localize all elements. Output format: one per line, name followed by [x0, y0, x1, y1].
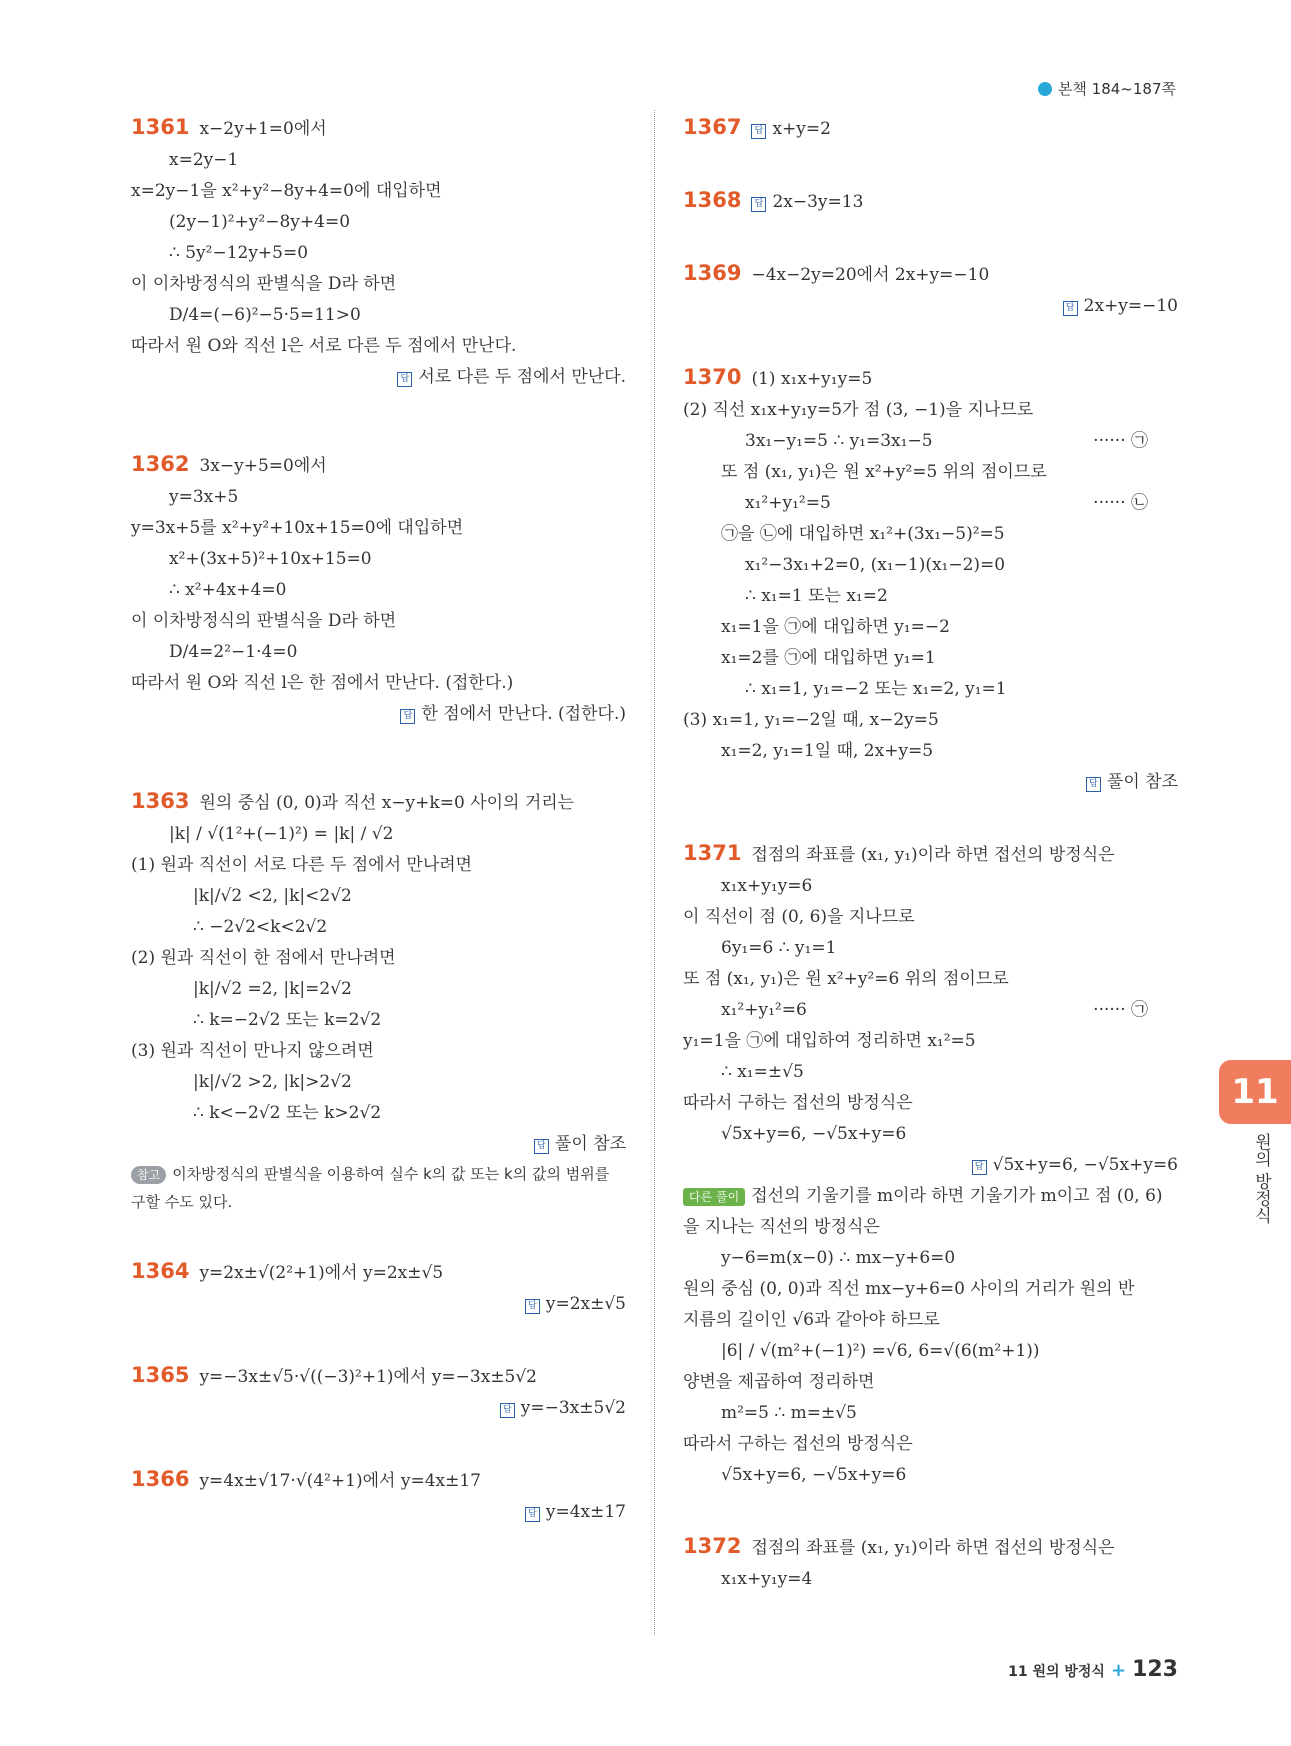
answer-text: 풀이 참조	[1106, 772, 1178, 792]
solution-line: ∴ x₁=1, y₁=−2 또는 x₁=2, y₁=1	[745, 679, 1007, 699]
answer-icon: 답	[500, 1403, 515, 1418]
note	[131, 1160, 626, 1216]
problem-1371	[683, 838, 1178, 1491]
footer-plus-icon: +	[1110, 1660, 1127, 1681]
solution-line: |k| / √(1²+(−1)²) = |k| / √2	[169, 824, 394, 844]
solution-line: 원의 중심 (0, 0)과 직선 mx−y+6=0 사이의 거리가 원의 반	[683, 1279, 1135, 1299]
solution-line: 3x−y+5=0에서	[199, 456, 327, 476]
solution-line: 따라서 구하는 접선의 방정식은	[683, 1093, 913, 1113]
problem-1369	[683, 258, 1178, 322]
footer-chapter: 11 원의 방정식	[1008, 1664, 1105, 1680]
answer-text: 2x+y=−10	[1083, 296, 1178, 316]
solution-line: (2y−1)²+y²−8y+4=0	[169, 212, 351, 232]
solution-line: (1) x₁x+y₁y=5	[751, 369, 873, 389]
answer	[131, 362, 626, 393]
solution-line: √5x+y=6, −√5x+y=6	[721, 1124, 907, 1144]
solution-line: 3x₁−y₁=5 ∴ y₁=3x₁−5	[745, 431, 933, 451]
equation-marker: ······ ㉠	[1093, 431, 1148, 451]
problem-1362	[131, 449, 626, 730]
solution-line: (2) 직선 x₁x+y₁y=5가 점 (3, −1)을 지나므로	[683, 400, 1034, 420]
solution-line: 또 점 (x₁, y₁)은 원 x²+y²=6 위의 점이므로	[683, 969, 1009, 989]
solution-line: x₁x+y₁y=4	[721, 1569, 813, 1589]
solution-line: x₁=2, y₁=1일 때, 2x+y=5	[721, 741, 934, 761]
problem-number: 1363	[131, 789, 190, 813]
solution-line: x=2y−1	[169, 150, 239, 170]
solution-line: x²+(3x+5)²+10x+15=0	[169, 549, 372, 569]
solution-line: 접점의 좌표를 (x₁, y₁)이라 하면 접선의 방정식은	[751, 845, 1115, 865]
problem-1370	[683, 362, 1178, 798]
solution-line: √5x+y=6, −√5x+y=6	[721, 1465, 907, 1485]
answer-text: 2x−3y=13	[772, 192, 864, 212]
solution-line: 따라서 원 O와 직선 l은 서로 다른 두 점에서 만난다.	[131, 336, 517, 356]
note-text: 이차방정식의 판별식을 이용하여 실수 k의 값 또는 k의 값의 범위를 구할 수도 있다.	[131, 1165, 610, 1211]
solution-line: D/4=(−6)²−5·5=11>0	[169, 305, 361, 325]
problem-number: 1365	[131, 1363, 190, 1387]
answer-icon: 답	[972, 1160, 987, 1175]
solution-line: ∴ x₁=±√5	[721, 1062, 804, 1082]
problem-1361	[131, 112, 626, 393]
solution-line: (3) x₁=1, y₁=−2일 때, x−2y=5	[683, 710, 939, 730]
alt-solution-badge: 다른 풀이	[683, 1188, 745, 1206]
left-column	[131, 112, 626, 1528]
solution-line: |k|/√2 <2, |k|<2√2	[193, 886, 352, 906]
equation-marker: ······ ㉠	[1093, 1000, 1148, 1020]
answer	[131, 1289, 626, 1320]
problem-number: 1361	[131, 115, 190, 139]
solution-line: (2) 원과 직선이 한 점에서 만나려면	[131, 948, 396, 968]
answer-icon: 답	[1063, 301, 1078, 316]
solution-line: x₁²+y₁²=6	[721, 1000, 807, 1020]
answer-icon: 답	[1086, 777, 1101, 792]
solution-line: 양변을 제곱하여 정리하면	[683, 1372, 875, 1392]
problem-1364	[131, 1256, 626, 1320]
solution-line: m²=5 ∴ m=±√5	[721, 1403, 857, 1423]
solution-line: y−6=m(x−0) ∴ mx−y+6=0	[721, 1248, 956, 1268]
answer-text: y=2x±√5	[545, 1294, 626, 1314]
solution-line: 이 이차방정식의 판별식을 D라 하면	[131, 611, 397, 631]
problem-1367	[683, 112, 1178, 145]
solution-line: 접선의 기울기를 m이라 하면 기울기가 m이고 점 (0, 6)	[751, 1186, 1163, 1206]
chapter-tab: 11	[1219, 1060, 1291, 1124]
solution-line: ∴ −2√2<k<2√2	[193, 917, 328, 937]
answer-text: 풀이 참조	[554, 1134, 626, 1154]
answer-icon: 답	[525, 1507, 540, 1522]
chapter-tab-title: 원의 방정식	[1251, 1133, 1271, 1224]
answer-text: x+y=2	[772, 119, 831, 139]
solution-line: ∴ k<−2√2 또는 k>2√2	[193, 1103, 382, 1123]
solution-line: 이 직선이 점 (0, 6)을 지나므로	[683, 907, 915, 927]
solution-line: 따라서 원 O와 직선 l은 한 점에서 만난다. (접한다.)	[131, 673, 514, 693]
problem-1372	[683, 1531, 1178, 1595]
problem-number: 1366	[131, 1467, 190, 1491]
solution-line: 이 이차방정식의 판별식을 D라 하면	[131, 274, 397, 294]
solution-line: y₁=1을 ㉠에 대입하여 정리하면 x₁²=5	[683, 1031, 976, 1051]
solution-line: −4x−2y=20에서 2x+y=−10	[751, 265, 990, 285]
problem-number: 1371	[683, 841, 742, 865]
right-column	[683, 112, 1178, 1595]
problem-1368	[683, 185, 1178, 218]
note-badge: 참고	[131, 1166, 166, 1184]
solution-line: 원의 중심 (0, 0)과 직선 x−y+k=0 사이의 거리는	[199, 793, 575, 813]
solution-line: x₁=2를 ㉠에 대입하면 y₁=1	[721, 648, 936, 668]
solution-line: x₁²−3x₁+2=0, (x₁−1)(x₁−2)=0	[745, 555, 1006, 575]
solution-line: 지름의 길이인 √6과 같아야 하므로	[683, 1310, 940, 1330]
solution-line: x=2y−1을 x²+y²−8y+4=0에 대입하면	[131, 181, 442, 201]
solution-line: ∴ 5y²−12y+5=0	[169, 243, 309, 263]
problem-number: 1362	[131, 452, 190, 476]
answer	[131, 1497, 626, 1528]
solution-line: 또 점 (x₁, y₁)은 원 x²+y²=5 위의 점이므로	[721, 462, 1047, 482]
answer	[131, 699, 626, 730]
solution-line: D/4=2²−1·4=0	[169, 642, 298, 662]
reference-dot-icon	[1038, 82, 1052, 96]
solution-line: |k|/√2 >2, |k|>2√2	[193, 1072, 352, 1092]
problem-1363	[131, 786, 626, 1216]
solution-line: y=3x+5를 x²+y²+10x+15=0에 대입하면	[131, 518, 464, 538]
solution-line: x−2y+1=0에서	[199, 119, 327, 139]
solution-line: x₁²+y₁²=5	[745, 493, 831, 513]
solution-line: y=4x±√17·√(4²+1)에서 y=4x±17	[199, 1471, 481, 1491]
solution-line: |k|/√2 =2, |k|=2√2	[193, 979, 352, 999]
solution-line: x₁=1을 ㉠에 대입하면 y₁=−2	[721, 617, 950, 637]
solution-line: 을 지나는 직선의 방정식은	[683, 1217, 880, 1237]
answer-icon: 답	[400, 709, 415, 724]
problem-1366	[131, 1464, 626, 1528]
problem-number: 1368	[683, 188, 742, 212]
answer	[683, 767, 1178, 798]
problem-number: 1364	[131, 1259, 190, 1283]
answer-text: y=4x±17	[545, 1502, 626, 1522]
answer	[131, 1393, 626, 1424]
solution-line: y=3x+5	[169, 487, 239, 507]
answer-text: 한 점에서 만난다. (접한다.)	[421, 704, 626, 724]
solution-line: ∴ x²+4x+4=0	[169, 580, 287, 600]
answer-text: 서로 다른 두 점에서 만난다.	[418, 367, 626, 387]
solution-line: |6| / √(m²+(−1)²) =√6, 6=√(6(m²+1))	[721, 1341, 1040, 1361]
solution-line: 6y₁=6 ∴ y₁=1	[721, 938, 837, 958]
problem-number: 1370	[683, 365, 742, 389]
answer-icon: 답	[751, 124, 766, 139]
answer	[683, 291, 1178, 322]
answer-icon: 답	[397, 372, 412, 387]
page-number: 123	[1132, 1657, 1178, 1682]
answer-icon: 답	[534, 1139, 549, 1154]
solution-line: y=−3x±√5·√((−3)²+1)에서 y=−3x±5√2	[199, 1367, 537, 1387]
equation-marker: ······ ㉡	[1093, 493, 1148, 513]
solution-line: ∴ x₁=1 또는 x₁=2	[745, 586, 888, 606]
solution-line: 따라서 구하는 접선의 방정식은	[683, 1434, 913, 1454]
answer-text: √5x+y=6, −√5x+y=6	[992, 1155, 1178, 1175]
solution-line: (1) 원과 직선이 서로 다른 두 점에서 만나려면	[131, 855, 473, 875]
answer-icon: 답	[525, 1299, 540, 1314]
solution-line: y=2x±√(2²+1)에서 y=2x±√5	[199, 1263, 444, 1283]
problem-number: 1372	[683, 1534, 742, 1558]
solution-line: ㉠을 ㉡에 대입하면 x₁²+(3x₁−5)²=5	[721, 524, 1005, 544]
solution-line: (3) 원과 직선이 만나지 않으려면	[131, 1041, 374, 1061]
problem-number: 1367	[683, 115, 742, 139]
page-reference	[1038, 78, 1176, 99]
answer	[683, 1150, 1178, 1181]
problem-number: 1369	[683, 261, 742, 285]
page-footer	[1008, 1657, 1178, 1682]
problem-1365	[131, 1360, 626, 1424]
column-divider	[654, 110, 655, 1635]
answer-text: y=−3x±5√2	[520, 1398, 626, 1418]
answer-icon: 답	[751, 197, 766, 212]
solution-line: 접점의 좌표를 (x₁, y₁)이라 하면 접선의 방정식은	[751, 1538, 1115, 1558]
solution-line: ∴ k=−2√2 또는 k=2√2	[193, 1010, 382, 1030]
solution-line: x₁x+y₁y=6	[721, 876, 813, 896]
answer	[131, 1129, 626, 1160]
page-reference-text: 본책 184~187쪽	[1057, 80, 1176, 98]
